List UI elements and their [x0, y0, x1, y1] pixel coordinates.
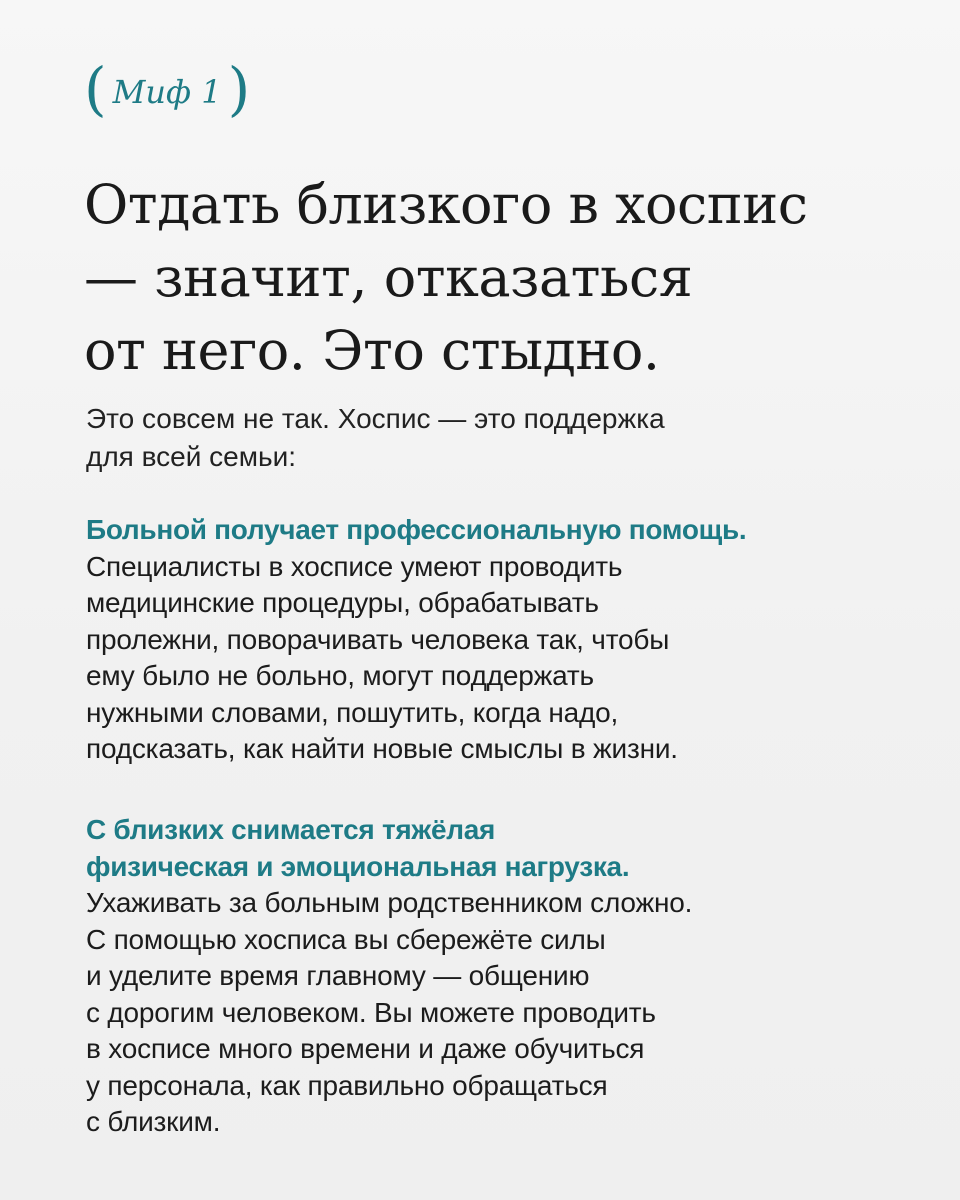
- intro-paragraph: [86, 400, 886, 476]
- section-body-line: Ухаживать за больным родственником сложно.: [86, 887, 693, 918]
- section-body-line: подсказать, как найти новые смыслы в жизни.: [86, 733, 678, 764]
- section-body-line: с дорогим человеком. Вы можете проводить: [86, 996, 656, 1028]
- intro-line: для всей семьи:: [86, 441, 296, 472]
- section-body-line: С помощью хосписа вы сбережёте силы: [86, 923, 606, 955]
- section-heading: Больной получает профессиональную помощь.: [86, 514, 747, 545]
- headline-line: Отдать близкого в хоспис: [84, 173, 808, 236]
- section-body-line: ему было не больно, могут поддержать: [86, 660, 594, 691]
- headline-line: от него. Это стыдно.: [84, 319, 660, 382]
- headline: [84, 168, 904, 387]
- section-body-line: и уделите время главному — общению: [86, 960, 590, 991]
- section-body-line: пролежни, поворачивать человека так, чтобы: [86, 623, 670, 655]
- section-body-line: медицинские процедуры, обрабатывать: [86, 587, 599, 618]
- section-body-line: у персонала, как правильно обращаться: [86, 1069, 608, 1101]
- open-parenthesis: (: [84, 55, 107, 123]
- section-body-line: в хосписе много времени и даже обучиться: [86, 1033, 645, 1064]
- section-heading: физическая и эмоциональная нагрузка.: [86, 850, 630, 882]
- section-body-line: с близким.: [86, 1106, 221, 1137]
- close-parenthesis: ): [227, 55, 251, 123]
- section-heading: С близких снимается тяжёлая: [86, 814, 496, 845]
- intro-line: Это совсем не так. Хоспис — это поддержка: [86, 403, 665, 434]
- section-professional-help: [86, 512, 906, 768]
- section-relief-for-family: [86, 812, 906, 1141]
- myth-label: Миф 1: [112, 73, 222, 111]
- section-body-line: Специалисты в хосписе умеют проводить: [86, 550, 623, 582]
- myth-tag: [84, 55, 251, 123]
- headline-line: — значит, отказаться: [84, 246, 693, 309]
- section-body-line: нужными словами, пошутить, когда надо,: [86, 696, 619, 728]
